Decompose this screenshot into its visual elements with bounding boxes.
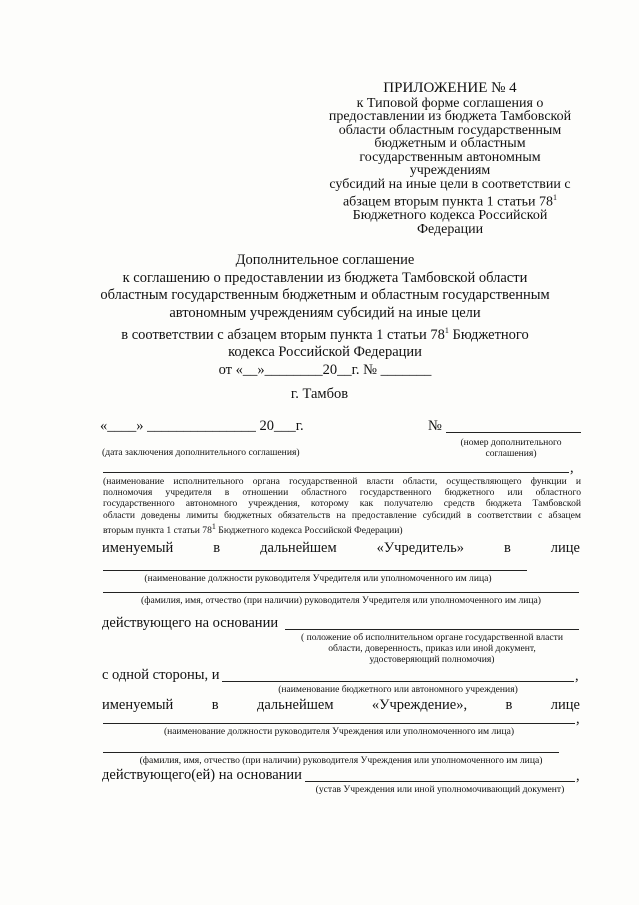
acting-caption [285, 632, 579, 666]
row-word: «Учредитель» [376, 540, 464, 556]
acting2-line [305, 781, 575, 782]
row-word: в [503, 540, 511, 556]
appendix-line: государственным автономным [359, 149, 541, 165]
row-word: лице [550, 697, 580, 713]
appendix-line: Федерации [416, 221, 484, 237]
title-line-text: Бюджетного [448, 326, 529, 343]
founder-position-caption: (наименование должности руководителя Учредителя или уполномоченного им лица) [144, 573, 492, 584]
row-word: именуемый [102, 697, 174, 713]
founder-line [103, 472, 569, 473]
appendix-title: ПРИЛОЖЕНИЕ № 4 [383, 80, 517, 96]
date-caption: (дата заключения дополнительного соглашения) [102, 447, 300, 458]
row-word: лице [550, 540, 580, 556]
appendix-line: субсидий на иные цели в соответствии с [329, 176, 571, 192]
row-word: дальнейшем [256, 697, 334, 713]
title-line-text: в соответствии с абзацем вторым пункта 1 статьи 78 [121, 326, 445, 343]
appendix-sup: 1 [553, 193, 558, 202]
acting2-caption: (устав Учреждения или иной уполномочивающий документ) [315, 784, 565, 795]
caption-line: области доведены лимиты бюджетных обязательств на предоставление субсидий в соответствии с абзацем [103, 509, 581, 521]
appendix-line: Бюджетного кодекса Российской [352, 208, 548, 224]
caption-line: государственного автономного учреждения, которому как получателю средств бюджета Тамбовской [103, 498, 581, 510]
row-word: в [213, 540, 221, 556]
document-title [90, 252, 560, 379]
acting2-comma: , [576, 768, 580, 784]
row-word: в [211, 697, 219, 713]
title-date-line: от «__»________20__г. № _______ [218, 361, 432, 378]
appendix-line-text: абзацем вторым пункта 1 статьи 78 [342, 194, 554, 210]
appendix-line: учреждениям [409, 163, 491, 178]
acting2-label: действующего(ей) на основании [102, 767, 302, 783]
founder-named-row [102, 540, 580, 557]
number-caption [436, 437, 586, 459]
founder-position-line [103, 570, 527, 571]
institution-named-row [102, 697, 580, 714]
caption-sup: 1 [211, 521, 216, 531]
title-line [90, 322, 560, 344]
caption-line: полномочия учредителя в отношении областного государственного бюджетного или областного [103, 487, 581, 499]
number-line [446, 432, 581, 433]
date-field: «____» _______________ 20___г. [100, 418, 304, 434]
title-line: Дополнительное соглашение [235, 252, 415, 268]
appendix-line: области областным государственным [338, 122, 562, 138]
founder-comma: , [570, 460, 574, 476]
caption-text: Бюджетного кодекса Российской Федерации) [215, 525, 403, 536]
institution-fio-line [103, 752, 559, 753]
institution-fio-caption: (фамилия, имя, отчество (при наличии) руководителя Учреждения или уполномоченного им лица) [139, 755, 543, 766]
caption-line: удостоверяющий полномочия) [369, 654, 495, 666]
caption-line: (наименование исполнительного органа государственной власти области, осуществляющего функции и [103, 476, 581, 487]
caption-line: (номер дополнительного [460, 437, 562, 448]
city: г. Тамбов [290, 386, 349, 402]
founder-fio-caption: (фамилия, имя, отчество (при наличии) руководителя Учредителя или уполномоченного им лица) [141, 595, 541, 606]
title-line: к соглашению о предоставлении из бюджета Тамбовской области [122, 269, 528, 286]
number-label: № [428, 418, 442, 434]
institution-position-line [103, 723, 575, 724]
caption-line: соглашения) [485, 448, 537, 460]
appendix-line: бюджетным и областным [374, 136, 526, 151]
caption-line [103, 521, 581, 536]
title-sup: 1 [444, 326, 449, 335]
one-side-comma: , [575, 668, 579, 684]
one-side-label: с одной стороны, и [102, 667, 220, 683]
row2-comma: , [576, 711, 580, 727]
row-word: дальнейшем [260, 540, 337, 556]
appendix-line: предоставлении из бюджета Тамбовской [328, 109, 572, 124]
row-word: «Учреждение», [371, 697, 468, 713]
acting-label: действующего на основании [102, 615, 279, 631]
founder-caption [103, 476, 581, 536]
appendix-line [300, 191, 600, 209]
title-line: автономным учреждениям субсидий на иные цели [169, 304, 481, 321]
caption-line: области, доверенность, приказ или иной документ, [328, 643, 536, 655]
institution-name-line [222, 681, 574, 682]
title-line: областным государственным бюджетным и областным государственным [100, 287, 550, 303]
caption-text: вторым пункта 1 статьи 78 [103, 525, 212, 536]
title-line: кодекса Российской Федерации [228, 344, 422, 361]
institution-position-caption: (наименование должности руководителя Учреждения или уполномоченного им лица) [163, 726, 515, 737]
caption-line: ( положение об исполнительном органе государственной власти [301, 632, 563, 643]
acting-line [285, 629, 579, 630]
appendix-header [300, 82, 600, 236]
founder-fio-line [103, 592, 579, 593]
row-word: в [505, 697, 513, 713]
appendix-line: к Типовой форме соглашения о [356, 95, 544, 111]
institution-name-caption: (наименование бюджетного или автономного учреждения) [278, 684, 518, 695]
row-word: именуемый [102, 540, 174, 556]
